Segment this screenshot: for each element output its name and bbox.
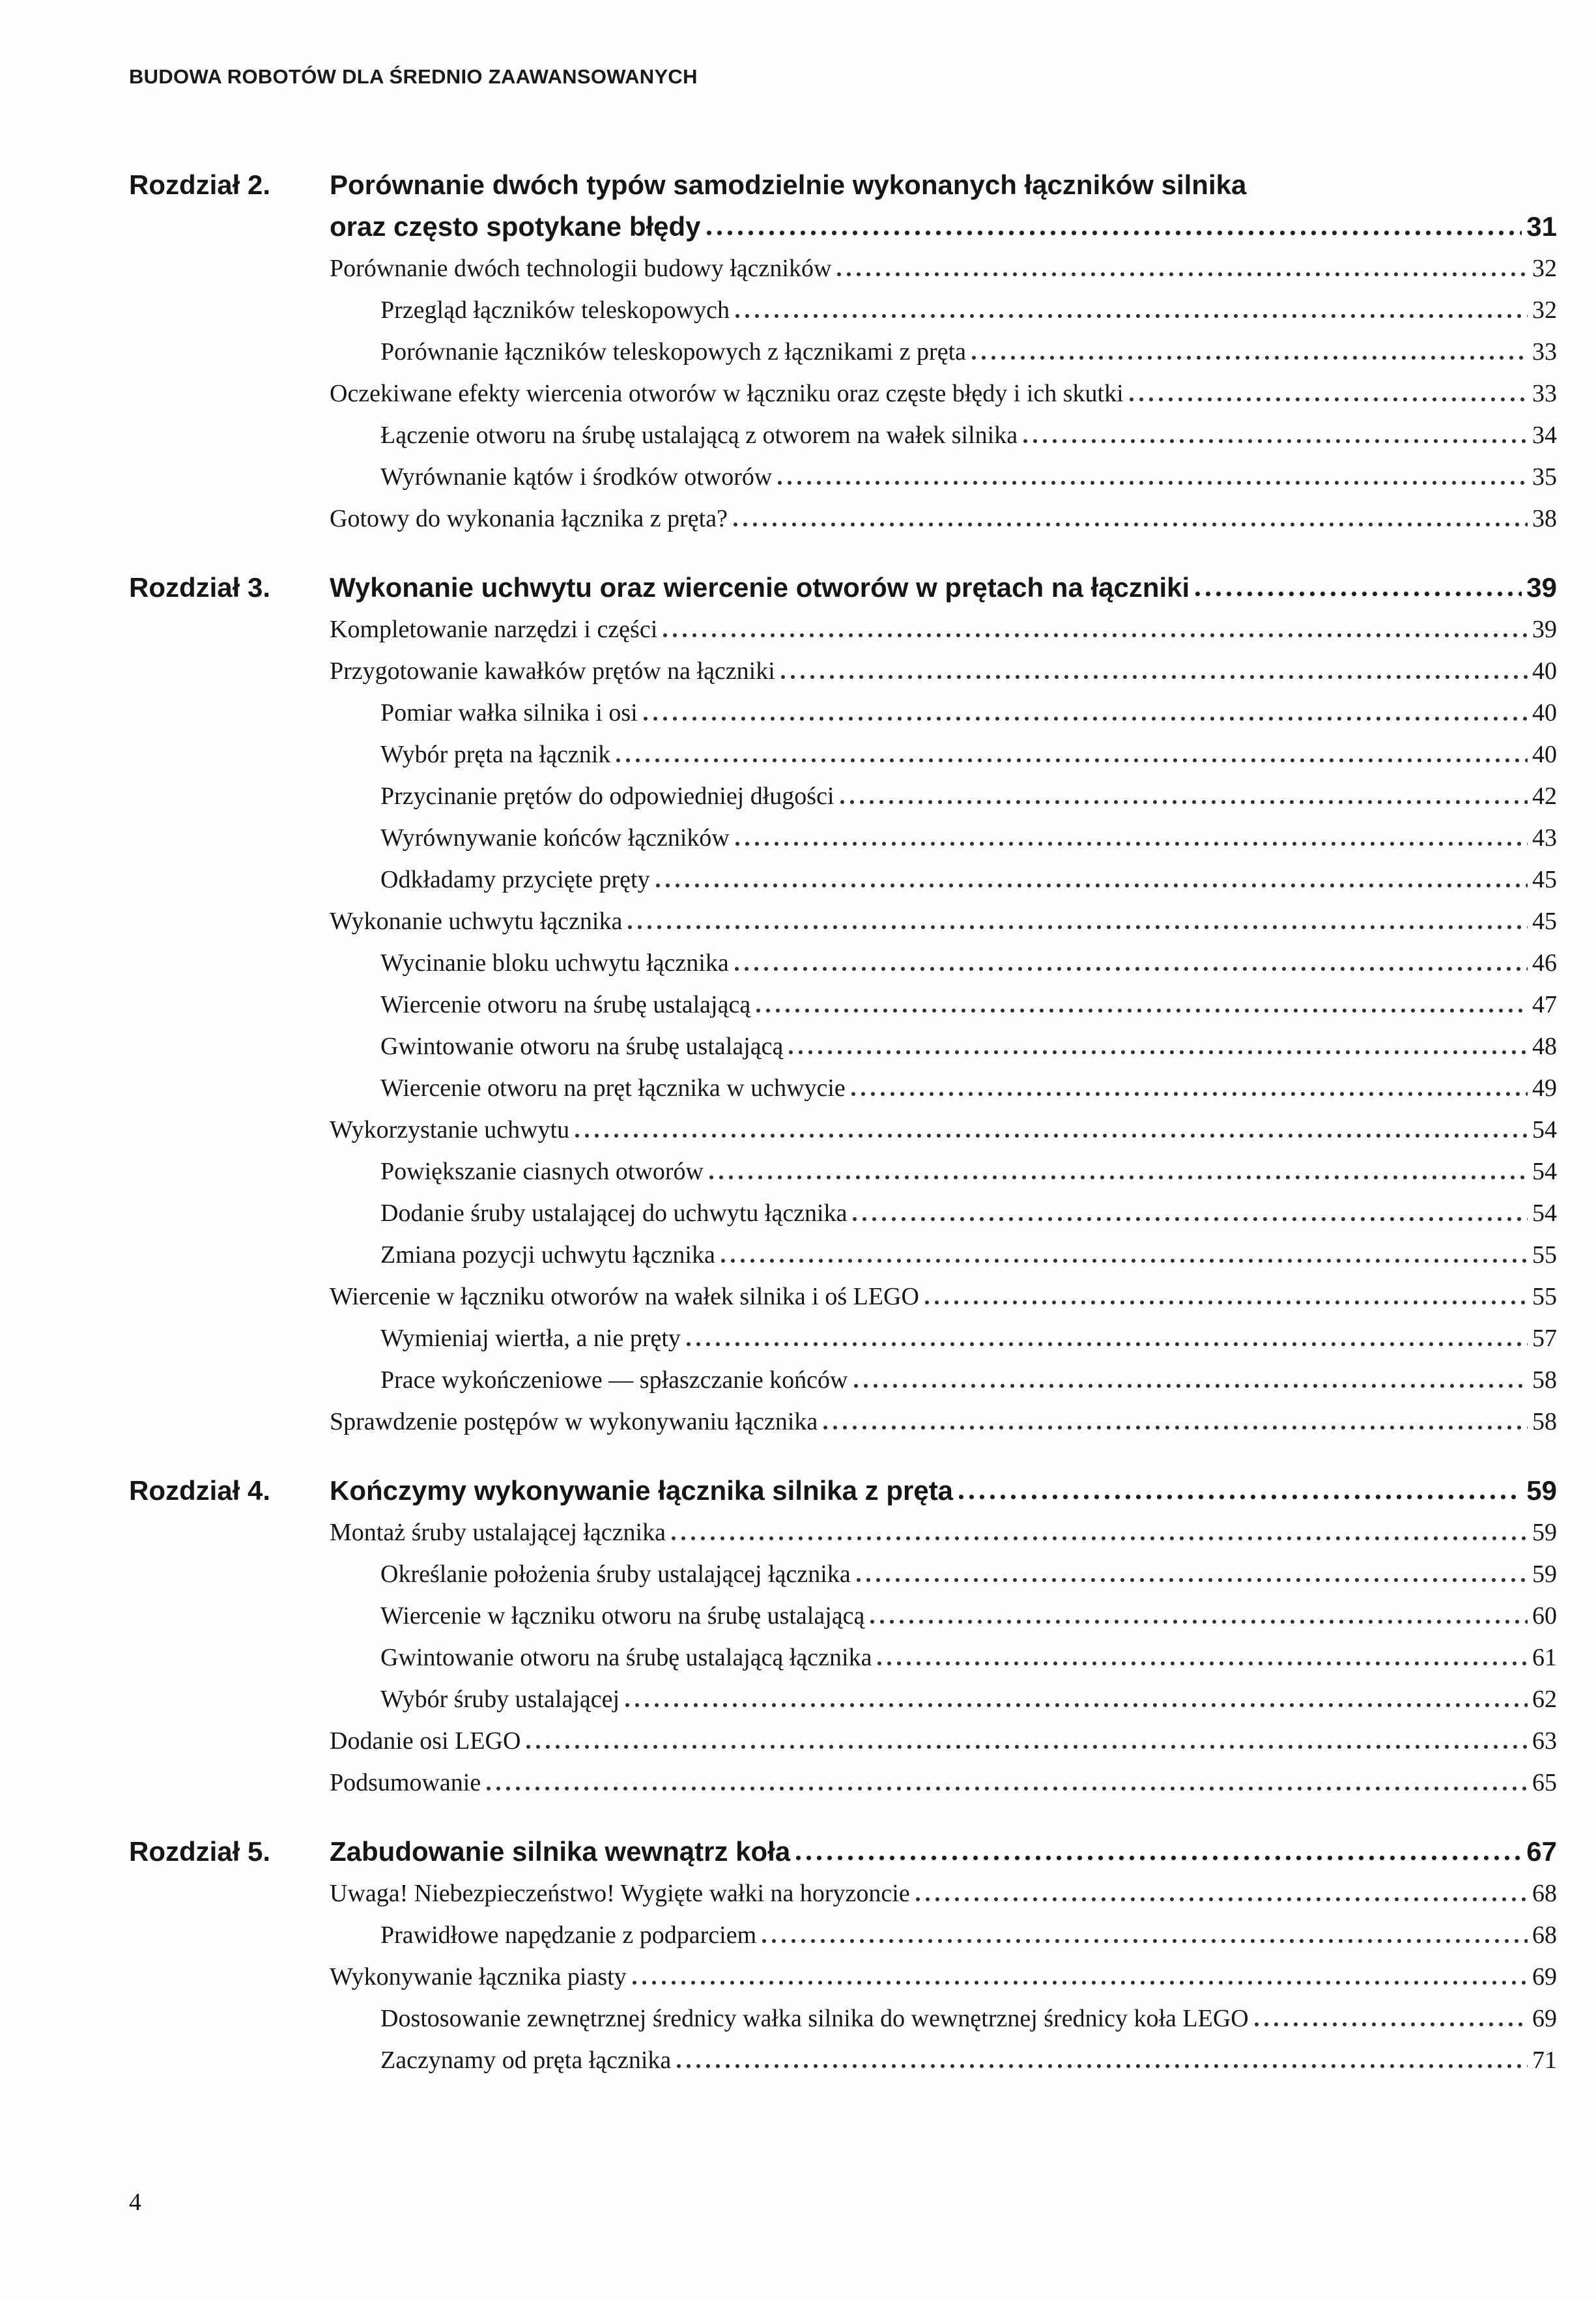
toc-entry [330, 1637, 1557, 1678]
toc-entry-title: Oczekiwane efekty wiercenia otworów w łączniku oraz częste błędy i ich skutki [330, 380, 1124, 407]
page-number: 4 [129, 2189, 141, 2216]
dotted-leader [687, 1342, 1528, 1346]
toc-entry-page-ref: 43 [1532, 824, 1557, 852]
toc-entry-page-ref: 47 [1532, 991, 1557, 1018]
toc-entry [330, 942, 1557, 984]
toc-entry-page-ref: 58 [1532, 1408, 1557, 1435]
toc-entry [330, 1109, 1557, 1151]
dotted-leader [925, 1301, 1528, 1304]
toc-entry-title: Gwintowanie otworu na śrubę ustalającą [380, 1033, 784, 1060]
toc-entry-title: Wykorzystanie uchwytu [330, 1116, 570, 1143]
toc-entry-title: Montaż śruby ustalającej łącznika [330, 1519, 666, 1546]
toc-entry-title: Wybór pręta na łącznik [380, 741, 611, 768]
chapter-page-ref: 39 [1526, 572, 1557, 603]
toc-entry-page-ref: 54 [1532, 1116, 1557, 1143]
toc-entry-page-ref: 45 [1532, 908, 1557, 935]
toc-entry-page-ref: 33 [1532, 338, 1557, 366]
toc-entry-page-ref: 40 [1532, 699, 1557, 726]
toc-entry-title: Gotowy do wykonania łącznika z pręta? [330, 505, 728, 532]
toc-entry-page-ref: 39 [1532, 616, 1557, 643]
toc-entry-title: Przegląd łączników teleskopowych [380, 296, 730, 324]
dotted-leader [709, 1175, 1528, 1179]
toc-entry-title: Wymieniaj wiertła, a nie pręty [380, 1325, 681, 1352]
toc-entry [330, 1359, 1557, 1401]
toc-entry [330, 984, 1557, 1026]
toc-entry [330, 1678, 1557, 1720]
toc-chapter [129, 1470, 1557, 1804]
toc-entry [330, 1234, 1557, 1276]
toc-entry-title: Wiercenie w łączniku otworów na wałek silnika i oś LEGO [330, 1283, 919, 1310]
dotted-leader [721, 1259, 1528, 1263]
dotted-leader [625, 1703, 1528, 1707]
toc-entry-page-ref: 42 [1532, 783, 1557, 810]
dotted-leader [677, 2064, 1528, 2068]
chapter-title: Porównanie dwóch typów samodzielnie wykonanych łączników silnika [330, 169, 1247, 200]
toc-entry-title: Przycinanie prętów do odpowiedniej długości [380, 783, 834, 810]
dotted-leader [857, 1578, 1528, 1582]
dotted-leader [796, 1856, 1522, 1860]
toc-entry-title: Gwintowanie otworu na śrubę ustalającą łącznika [380, 1644, 872, 1671]
toc-entry [330, 775, 1557, 817]
toc-entry-page-ref: 59 [1532, 1560, 1557, 1588]
dotted-leader [735, 842, 1528, 846]
toc-entry-title: Sprawdzenie postępów w wykonywaniu łącznika [330, 1408, 818, 1435]
toc-entry-page-ref: 32 [1532, 296, 1557, 324]
chapter-page-ref: 67 [1526, 1836, 1557, 1867]
toc-entry-page-ref: 59 [1532, 1519, 1557, 1546]
dotted-leader [633, 1981, 1528, 1985]
dotted-leader [840, 800, 1528, 804]
dotted-leader [756, 1009, 1528, 1013]
toc-entry-title: Dodanie śruby ustalającej do uchwytu łącznika [380, 1200, 848, 1227]
dotted-leader [672, 1536, 1528, 1540]
toc-entry-page-ref: 55 [1532, 1241, 1557, 1269]
dotted-leader [916, 1897, 1528, 1901]
dotted-leader [972, 356, 1528, 360]
toc-entry-page-ref: 65 [1532, 1769, 1557, 1796]
dotted-leader [959, 1495, 1522, 1499]
toc-entry [330, 1401, 1557, 1443]
dotted-leader [487, 1787, 1528, 1790]
toc-entry-page-ref: 40 [1532, 741, 1557, 768]
toc-entry [330, 1276, 1557, 1317]
toc-entry-page-ref: 48 [1532, 1033, 1557, 1060]
dotted-leader [1130, 397, 1528, 401]
dotted-leader [735, 314, 1528, 318]
chapter-body [330, 1831, 1557, 2081]
toc-entry-title: Wiercenie w łączniku otworu na śrubę ustalającą [380, 1602, 865, 1630]
toc-entry-page-ref: 45 [1532, 866, 1557, 893]
dotted-leader [1023, 439, 1528, 443]
toc-entry [330, 373, 1557, 414]
chapter-title-row [330, 567, 1557, 609]
toc-entry-title: Łączenie otworu na śrubę ustalającą z otworem na wałek silnika [380, 422, 1018, 449]
dotted-leader [853, 1217, 1528, 1221]
dotted-leader [656, 884, 1528, 887]
toc-chapter [129, 164, 1557, 539]
toc-entry-page-ref: 33 [1532, 380, 1557, 407]
toc-entry-title: Zmiana pozycji uchwytu łącznika [380, 1241, 715, 1269]
toc-entry [330, 609, 1557, 650]
toc-entry [330, 692, 1557, 734]
toc-entry-title: Wykonanie uchwytu łącznika [330, 908, 623, 935]
toc-entry [330, 456, 1557, 498]
toc-entry-page-ref: 62 [1532, 1686, 1557, 1713]
chapter-body [330, 567, 1557, 1443]
chapter-title: Zabudowanie silnika wewnątrz koła [330, 1836, 791, 1867]
chapter-title-row [330, 1470, 1557, 1512]
dotted-leader [854, 1384, 1528, 1388]
dotted-leader [526, 1745, 1528, 1749]
chapter-label: Rozdział 2. [129, 169, 271, 200]
toc-entry-page-ref: 63 [1532, 1727, 1557, 1755]
running-header: BUDOWA ROBOTÓW DLA ŚREDNIO ZAAWANSOWANYCH [129, 65, 698, 88]
chapter-label: Rozdział 3. [129, 572, 271, 603]
toc-entry [330, 1026, 1557, 1067]
toc-entry-page-ref: 40 [1532, 657, 1557, 685]
toc-entry [330, 859, 1557, 900]
dotted-leader [851, 1092, 1528, 1096]
toc-entry-title: Prace wykończeniowe — spłaszczanie końców [380, 1366, 848, 1394]
toc-entry-page-ref: 68 [1532, 1921, 1557, 1949]
toc-entry-page-ref: 35 [1532, 463, 1557, 491]
toc-entry-title: Wykonywanie łącznika piasty [330, 1963, 627, 1991]
toc-entry-title: Podsumowanie [330, 1769, 481, 1796]
toc-entry-page-ref: 69 [1532, 2005, 1557, 2032]
dotted-leader [575, 1134, 1528, 1138]
chapter-title: oraz często spotykane błędy [330, 211, 701, 242]
toc-entry-title: Porównanie łączników teleskopowych z łącznikami z pręta [380, 338, 966, 366]
toc-entry-title: Określanie położenia śruby ustalającej łącznika [380, 1560, 851, 1588]
toc-entry-page-ref: 58 [1532, 1366, 1557, 1394]
toc-chapter [129, 567, 1557, 1443]
chapter-page-ref: 31 [1526, 211, 1557, 242]
toc-entry [330, 289, 1557, 331]
toc-entry-title: Wyrównywanie końców łączników [380, 824, 730, 852]
toc-entry-page-ref: 68 [1532, 1880, 1557, 1907]
dotted-leader [778, 481, 1528, 485]
toc-entry [330, 900, 1557, 942]
toc-entry-page-ref: 38 [1532, 505, 1557, 532]
toc-entry [330, 817, 1557, 859]
dotted-leader [1255, 2022, 1528, 2026]
toc-entry-title: Zaczynamy od pręta łącznika [380, 2047, 672, 2074]
toc-entry-title: Wiercenie otworu na pręt łącznika w uchwycie [380, 1074, 846, 1102]
chapter-body [330, 1470, 1557, 1804]
dotted-leader [823, 1426, 1528, 1430]
toc-entry-page-ref: 61 [1532, 1644, 1557, 1671]
toc-entry-page-ref: 71 [1532, 2047, 1557, 2074]
dotted-leader [616, 758, 1528, 762]
dotted-leader [762, 1939, 1528, 1943]
toc-entry [330, 1998, 1557, 2039]
toc-entry-page-ref: 60 [1532, 1602, 1557, 1630]
toc-entry-page-ref: 54 [1532, 1158, 1557, 1185]
dotted-leader [789, 1050, 1528, 1054]
toc-entry [330, 1595, 1557, 1637]
chapter-label: Rozdział 5. [129, 1836, 271, 1867]
dotted-leader [1195, 592, 1522, 596]
toc-entry [330, 1553, 1557, 1595]
toc-entry [330, 1873, 1557, 1914]
toc-entry-page-ref: 46 [1532, 949, 1557, 977]
toc-entry-title: Kompletowanie narzędzi i części [330, 616, 658, 643]
toc-entry-page-ref: 32 [1532, 255, 1557, 282]
toc-entry [330, 1317, 1557, 1359]
chapter-body [330, 164, 1557, 539]
dotted-leader [663, 633, 1528, 637]
toc-entry [330, 1512, 1557, 1553]
toc-entry [330, 1720, 1557, 1762]
chapter-title: Kończymy wykonywanie łącznika silnika z pręta [330, 1475, 954, 1506]
toc-entry-title: Odkładamy przycięte pręty [380, 866, 650, 893]
dotted-leader [735, 967, 1528, 971]
toc-entry [330, 1762, 1557, 1804]
toc-entry-title: Pomiar wałka silnika i osi [380, 699, 638, 726]
toc-entry-title: Wybór śruby ustalającej [380, 1686, 620, 1713]
chapter-title-row [330, 1831, 1557, 1873]
dotted-leader [877, 1661, 1528, 1665]
toc-entry [330, 2039, 1557, 2081]
toc-entry [330, 414, 1557, 456]
toc-entry-title: Wiercenie otworu na śrubę ustalającą [380, 991, 751, 1018]
toc-entry [330, 1192, 1557, 1234]
toc-entry-title: Porównanie dwóch technologii budowy łączników [330, 255, 832, 282]
dotted-leader [870, 1620, 1528, 1624]
table-of-contents [129, 164, 1557, 2081]
toc-entry-title: Dostosowanie zewnętrznej średnicy wałka silnika do wewnętrznej średnicy koła LEGO [380, 2005, 1249, 2032]
toc-entry-title: Wycinanie bloku uchwytu łącznika [380, 949, 729, 977]
toc-entry [330, 1914, 1557, 1956]
chapter-title-row [330, 164, 1557, 206]
dotted-leader [837, 272, 1528, 276]
toc-entry [330, 498, 1557, 539]
toc-entry [330, 331, 1557, 373]
chapter-title-row [330, 206, 1557, 248]
dotted-leader [781, 675, 1528, 679]
toc-entry-title: Przygotowanie kawałków prętów na łączniki [330, 657, 775, 685]
toc-entry-title: Uwaga! Niebezpieczeństwo! Wygięte wałki na horyzoncie [330, 1880, 910, 1907]
chapter-title: Wykonanie uchwytu oraz wiercenie otworów w prętach na łączniki [330, 572, 1190, 603]
toc-entry-title: Dodanie osi LEGO [330, 1727, 521, 1755]
toc-entry-page-ref: 69 [1532, 1963, 1557, 1991]
toc-entry-page-ref: 55 [1532, 1283, 1557, 1310]
toc-entry [330, 1067, 1557, 1109]
toc-entry-title: Powiększanie ciasnych otworów [380, 1158, 704, 1185]
toc-entry [330, 734, 1557, 775]
toc-entry-page-ref: 54 [1532, 1200, 1557, 1227]
chapter-page-ref: 59 [1526, 1475, 1557, 1506]
toc-entry-title: Prawidłowe napędzanie z podparciem [380, 1921, 757, 1949]
dotted-leader [734, 523, 1528, 526]
dotted-leader [707, 231, 1522, 235]
toc-entry [330, 1956, 1557, 1998]
chapter-label: Rozdział 4. [129, 1475, 271, 1506]
dotted-leader [628, 925, 1528, 929]
toc-entry [330, 248, 1557, 289]
toc-entry-page-ref: 34 [1532, 422, 1557, 449]
toc-entry-title: Wyrównanie kątów i środków otworów [380, 463, 773, 491]
toc-chapter [129, 1831, 1557, 2081]
toc-entry-page-ref: 57 [1532, 1325, 1557, 1352]
toc-entry [330, 1151, 1557, 1192]
toc-entry [330, 650, 1557, 692]
toc-entry-page-ref: 49 [1532, 1074, 1557, 1102]
dotted-leader [644, 717, 1528, 721]
